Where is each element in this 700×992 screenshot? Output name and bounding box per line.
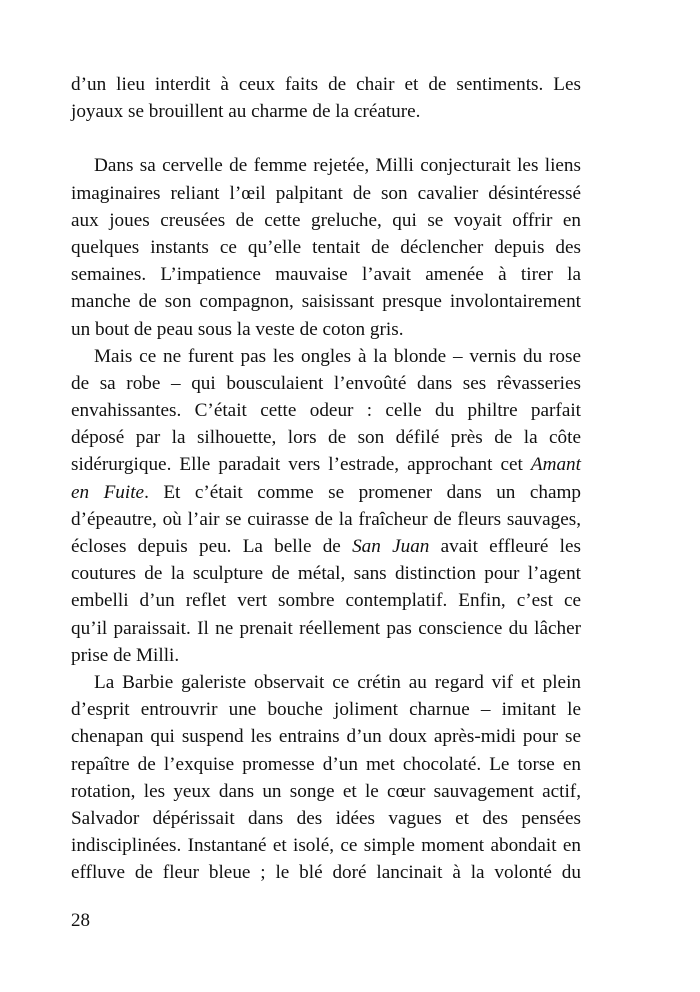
text-line: imaginaires reliant l’œil palpitant de son cavalier désintéressé — [71, 182, 581, 204]
text-line: effluve de fleur bleue ; le blé doré lancinait à la volonté du — [71, 862, 581, 884]
italic-title: San Juan — [352, 536, 430, 557]
text-line: quelques instants ce qu’elle tentait de déclencher depuis des — [71, 236, 581, 258]
text-line: en Fuite. Et c’était comme se promener dans un champ — [71, 481, 581, 503]
text-line: d’épeautre, où l’air se cuirasse de la fraîcheur de fleurs sauvages, — [71, 508, 581, 530]
text-line: aux joues creusées de cette greluche, qui se voyait offrir en — [71, 209, 581, 231]
page-body — [71, 71, 581, 886]
italic-title: Amant — [530, 454, 581, 476]
text-line: indisciplinées. Instantané et isolé, ce simple moment abondait en — [71, 835, 581, 857]
paragraph — [71, 343, 581, 669]
paragraph — [71, 152, 581, 342]
text-line: chenapan qui suspend les entrains d’un doux après-midi pour se — [71, 726, 581, 748]
text-line: manche de son compagnon, saisissant presque involontairement — [71, 291, 581, 313]
text-line: La Barbie galeriste observait ce crétin au regard vif et plein — [94, 671, 581, 693]
text-line: Mais ce ne furent pas les ongles à la blonde – vernis du rose — [94, 345, 581, 367]
text-line: qu’il paraissait. Il ne prenait réellement pas conscience du lâcher — [71, 617, 581, 639]
text-line: Salvador dépérissait dans des idées vagues et des pensées — [71, 807, 581, 829]
text-line: de sa robe – qui bousculaient l’envoûté dans ses rêvasseries — [71, 372, 581, 394]
text-line: rotation, les yeux dans un songe et le cœur sauvagement actif, — [71, 780, 581, 802]
text-line: d’un lieu interdit à ceux faits de chair et de sentiments. Les — [71, 74, 581, 95]
text-line: écloses depuis peu. La belle de San Juan avait effleuré les — [71, 536, 581, 557]
page-number: 28 — [71, 910, 90, 931]
text-line: d’esprit entrouvrir une bouche joliment charnue – imitant le — [71, 699, 581, 721]
italic-title: en Fuite — [71, 481, 145, 503]
paragraph — [71, 71, 581, 125]
text-line: Dans sa cervelle de femme rejetée, Milli conjecturait les liens — [94, 155, 581, 177]
text-line: joyaux se brouillent au charme de la créature. — [71, 101, 421, 123]
text-line: envahissantes. C’était cette odeur : celle du philtre parfait — [71, 400, 581, 422]
paragraph-gap — [71, 125, 581, 152]
text-line: déposé par la silhouette, lors de son défilé près de la côte — [71, 427, 581, 449]
text-line: embelli d’un reflet vert sombre contemplatif. Enfin, c’est ce — [71, 590, 581, 612]
text-line: prise de Milli. — [71, 644, 180, 666]
text-line: repaître de l’exquise promesse d’un met chocolaté. Le torse en — [71, 753, 581, 775]
paragraph — [71, 669, 581, 887]
text-line: un bout de peau sous la veste de coton gris. — [71, 318, 404, 340]
text-line: sidérurgique. Elle paradait vers l’estrade, approchant cet Amant — [71, 454, 581, 476]
text-line: semaines. L’impatience mauvaise l’avait amenée à tirer la — [71, 264, 581, 286]
text-line: coutures de la sculpture de métal, sans distinction pour l’agent — [71, 563, 581, 585]
